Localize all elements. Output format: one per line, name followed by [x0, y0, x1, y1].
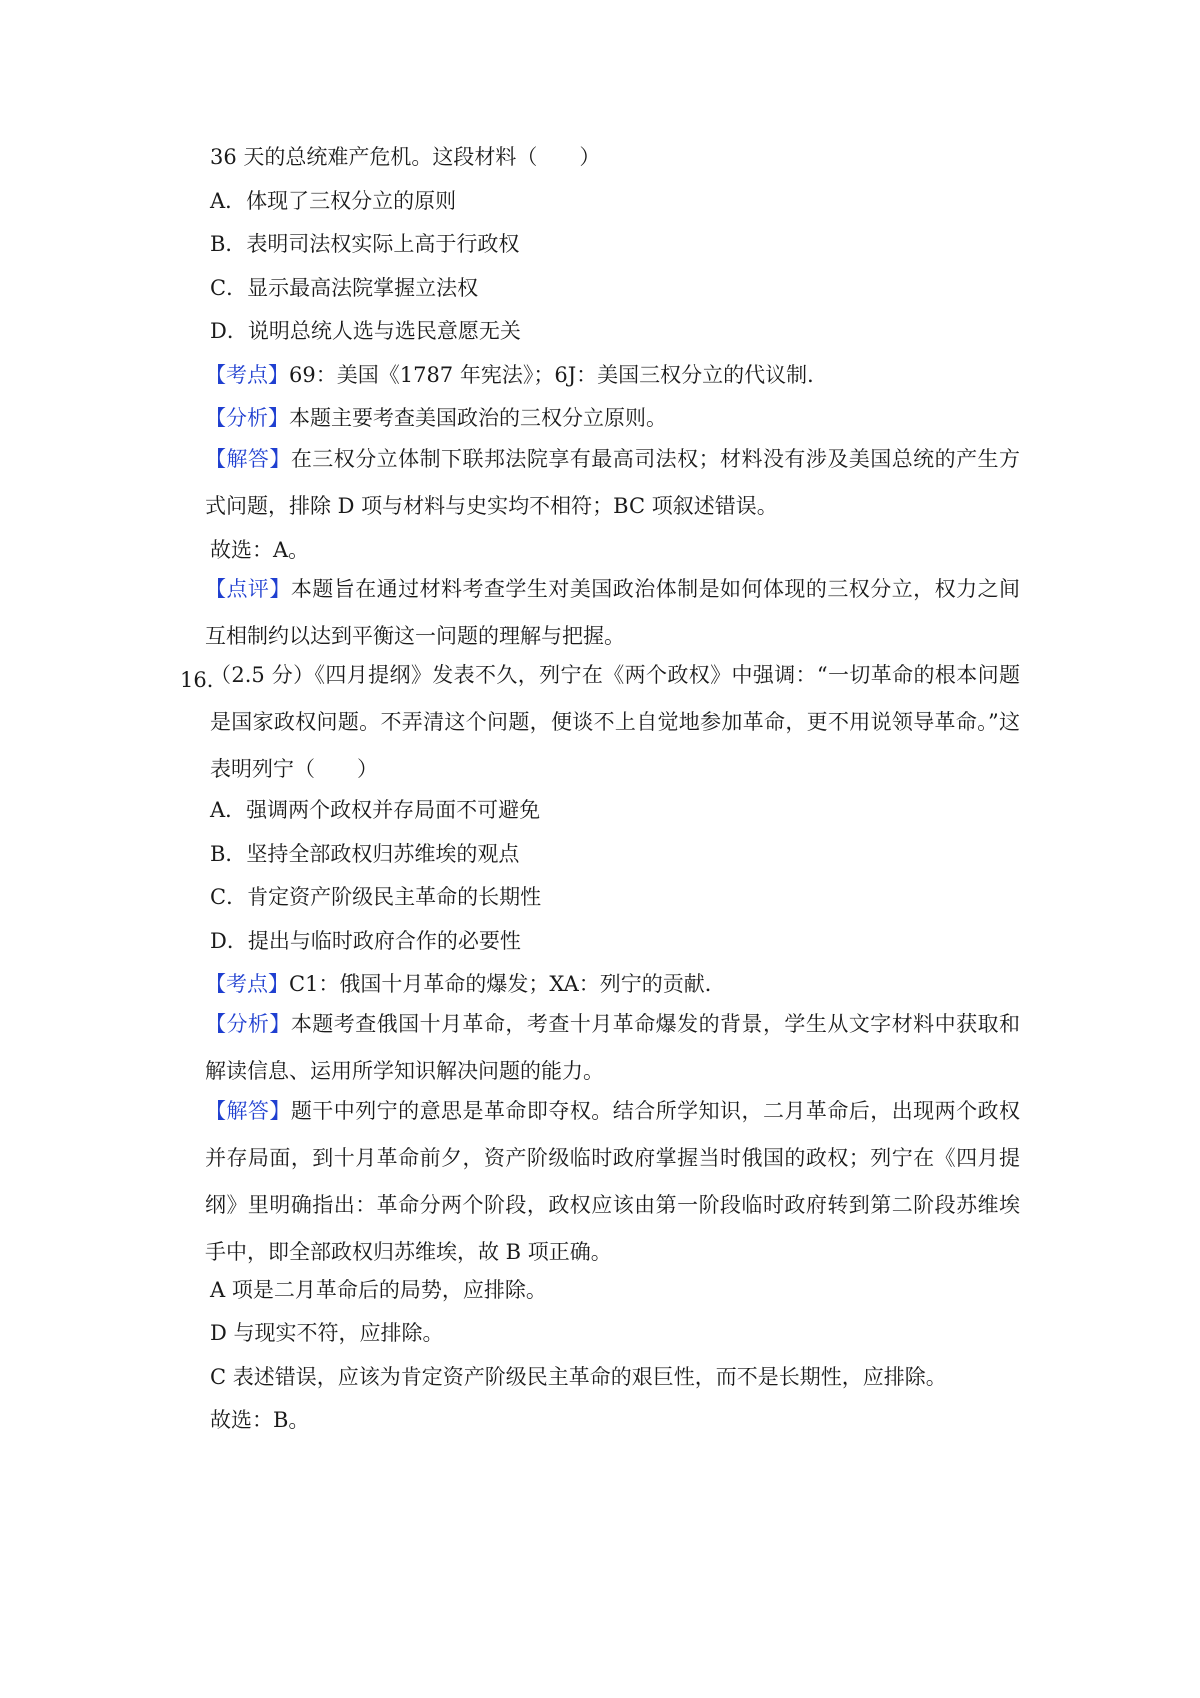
dianping-label: 【点评】	[205, 577, 291, 601]
q15-option-b: B．表明司法权实际上高于行政权	[210, 232, 520, 256]
jieda-text: 题干中列宁的意思是革命即夺权。结合所学知识，二月革命后，出现两个政权并存局面，到十月革命前夕，资产阶级临时政府掌握当时俄国的政权；列宁在《四月提纲》里明确指出：革命分两个阶段，政权应该由第一阶段临时政府转到第二阶段苏维埃手中，即全部政权归苏维埃，故 B 项正确。	[205, 1099, 1021, 1264]
q15-fenxi	[205, 404, 667, 432]
kaodian-text: 69：美国《1787 年宪法》；6J：美国三权分立的代议制．	[289, 363, 829, 387]
kaodian-label: 【考点】	[205, 972, 289, 996]
fenxi-text: 本题主要考查美国政治的三权分立原则。	[289, 406, 667, 430]
q16-stem: （2.5 分）《四月提纲》发表不久，列宁在《两个政权》中强调：“一切革命的根本问题是国家政权问题。不弄清这个问题，便谈不上自觉地参加革命，更不用说领导革命。”这表明列宁（ ）	[210, 663, 1020, 781]
q16-fenxi	[205, 1001, 1020, 1095]
q16-number: 16．	[180, 668, 228, 692]
q16-answer: 故选：B。	[210, 1408, 310, 1432]
fenxi-label: 【分析】	[205, 1012, 291, 1036]
dianping-text: 本题旨在通过材料考查学生对美国政治体制是如何体现的三权分立，权力之间互相制约以达到平衡这一问题的理解与把握。	[205, 577, 1021, 648]
q15-stem-tail: 36 天的总统难产危机。这段材料（ ）	[210, 145, 601, 169]
q16-extra-c: C 表述错误，应该为肯定资产阶级民主革命的艰巨性，而不是长期性，应排除。	[210, 1365, 947, 1389]
q16-option-a: A．强调两个政权并存局面不可避免	[210, 798, 541, 822]
q16-jieda	[205, 1088, 1020, 1276]
q16-option-d: D．提出与临时政府合作的必要性	[210, 929, 521, 953]
kaodian-label: 【考点】	[205, 363, 289, 387]
q16-option-b: B．坚持全部政权归苏维埃的观点	[210, 842, 520, 866]
jieda-text: 在三权分立体制下联邦法院享有最高司法权；材料没有涉及美国总统的产生方式问题，排除 D 项与材料与史实均不相符；BC 项叙述错误。	[205, 447, 1021, 518]
q16-extra-d: D 与现实不符，应排除。	[210, 1321, 444, 1345]
jieda-label: 【解答】	[205, 447, 291, 471]
q15-option-c: C．显示最高法院掌握立法权	[210, 276, 479, 300]
q15-option-d: D．说明总统人选与选民意愿无关	[210, 319, 521, 343]
kaodian-text: C1：俄国十月革命的爆发；XA：列宁的贡献．	[289, 972, 726, 996]
jieda-label: 【解答】	[205, 1099, 291, 1123]
q15-jieda	[205, 436, 1020, 530]
fenxi-text: 本题考查俄国十月革命，考查十月革命爆发的背景，学生从文字材料中获取和解读信息、运用所学知识解决问题的能力。	[205, 1012, 1021, 1083]
q16-option-c: C．肯定资产阶级民主革命的长期性	[210, 885, 542, 909]
q16-kaodian	[205, 970, 726, 998]
q15-option-a: A．体现了三权分立的原则	[210, 189, 457, 213]
q15-dianping	[205, 566, 1020, 660]
fenxi-label: 【分析】	[205, 406, 289, 430]
q15-answer: 故选：A。	[210, 538, 310, 562]
q15-kaodian	[205, 361, 828, 389]
q16-extra-a: A 项是二月革命后的局势，应排除。	[210, 1278, 547, 1302]
